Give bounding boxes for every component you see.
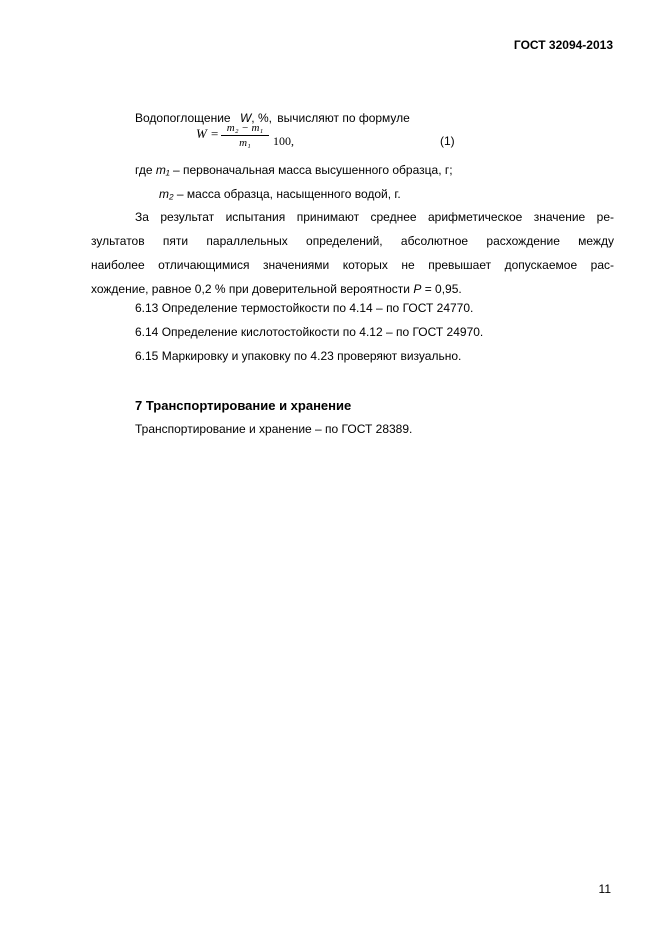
formula-denominator: m₁ bbox=[239, 137, 251, 149]
formula-multiplier: 100, bbox=[273, 134, 294, 148]
p-symbol: P bbox=[413, 282, 422, 296]
formula-lhs: W = bbox=[196, 126, 219, 141]
water-absorption-intro bbox=[135, 111, 410, 125]
m1-definition: – первоначальная масса высушенного образца, г; bbox=[172, 163, 453, 177]
m2-symbol: m₂ bbox=[159, 187, 174, 201]
symbol-w: W bbox=[239, 111, 252, 125]
result-paragraph-line-3: наиболее отличающимися значениями которых не превышает допускаемое рас- bbox=[91, 258, 614, 272]
item-6-13: 6.13 Определение термостойкости по 4.14 – по ГОСТ 24770. bbox=[135, 301, 474, 315]
where-prefix: где bbox=[135, 163, 153, 177]
line4-value: = 0,95. bbox=[424, 282, 462, 296]
unit-percent: , %, bbox=[251, 111, 272, 125]
result-paragraph-line-4 bbox=[91, 282, 462, 296]
result-paragraph-line-1: За результат испытания принимают среднее арифметическое значение ре- bbox=[135, 210, 614, 224]
formula-fraction bbox=[221, 122, 269, 149]
section-7-text: Транспортирование и хранение – по ГОСТ 28389. bbox=[135, 422, 413, 436]
result-paragraph-line-2: зультатов пяти параллельных определений, абсолютное расхождение между bbox=[91, 234, 614, 248]
item-6-15: 6.15 Маркировку и упаковку по 4.23 проверяют визуально. bbox=[135, 349, 462, 363]
where-line-m2 bbox=[159, 187, 401, 201]
where-line-m1 bbox=[135, 163, 453, 177]
page-number: 11 bbox=[598, 882, 611, 896]
m2-definition: – масса образца, насыщенного водой, г. bbox=[176, 187, 401, 201]
document-code-header: ГОСТ 32094-2013 bbox=[513, 38, 613, 52]
intro-suffix: вычисляют по формуле bbox=[277, 111, 410, 125]
intro-prefix: Водопоглощение bbox=[135, 111, 231, 125]
formula-numerator: m₂ − m₁ bbox=[221, 122, 269, 136]
line4-text: хождение, равное 0,2 % при доверительной вероятности bbox=[91, 282, 410, 296]
formula-number: (1) bbox=[440, 134, 455, 148]
section-7-heading: 7 Транспортирование и хранение bbox=[135, 398, 352, 413]
item-6-14: 6.14 Определение кислотостойкости по 4.12 – по ГОСТ 24970. bbox=[135, 325, 484, 339]
m1-symbol: m₁ bbox=[155, 163, 170, 177]
